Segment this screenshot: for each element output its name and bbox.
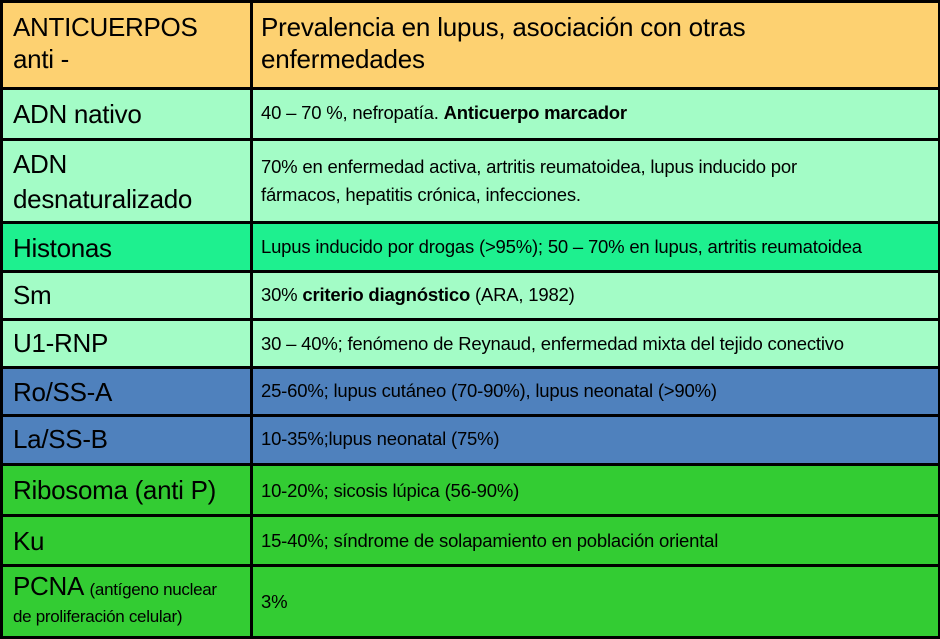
- prevalence-cell: [253, 417, 938, 463]
- header-antibody-line2: anti -: [13, 44, 70, 74]
- prevalence-text: 30 – 40%; fenómeno de Reynaud, enfermedad mixta del tejido conectivo: [261, 333, 844, 354]
- antibody-name-cell: [3, 517, 250, 564]
- antibody-name: Ribosoma (anti P): [13, 475, 216, 505]
- table-row: [0, 90, 940, 138]
- antibody-name-cell: [3, 417, 250, 463]
- prevalence-cell: [253, 273, 938, 318]
- prevalence-text: 10-20%; sicosis lúpica (56-90%): [261, 480, 520, 501]
- header-cell-prevalence: [253, 3, 938, 87]
- table-row: [0, 273, 940, 318]
- header-prevalence-line2: enfermedades: [261, 44, 425, 74]
- header-prevalence-line1: Prevalencia en lupus, asociación con otras: [261, 12, 746, 42]
- antibody-name: Histonas: [13, 233, 112, 263]
- prevalence-cell: [253, 567, 938, 636]
- prevalence-cell: [253, 90, 938, 138]
- antibody-name: Sm: [13, 280, 52, 310]
- prevalence-text-line2: fármacos, hepatitis crónica, infecciones.: [261, 184, 581, 205]
- prevalence-cell: [253, 321, 938, 366]
- prevalence-text: 10-35%;lupus neonatal (75%): [261, 428, 500, 449]
- antibody-name-cell: [3, 224, 250, 270]
- table-row: [0, 224, 940, 270]
- prevalence-cell: [253, 369, 938, 414]
- antibody-name-cell: [3, 90, 250, 138]
- antibody-name: ADN nativo: [13, 99, 142, 129]
- antibody-name-cell: [3, 141, 250, 221]
- antibody-name: Ku: [13, 526, 45, 556]
- antibody-name-note-line2: de proliferación celular): [13, 607, 183, 626]
- table-row: [0, 417, 940, 463]
- table-header: [0, 3, 940, 87]
- antibody-name-cell: [3, 273, 250, 318]
- prevalence-text: 30% criterio diagnóstico (ARA, 1982): [261, 284, 575, 305]
- prevalence-text: 25-60%; lupus cutáneo (70-90%), lupus neonatal (>90%): [261, 380, 717, 401]
- prevalence-text: 3%: [261, 591, 288, 612]
- antibody-name: PCNA: [13, 571, 83, 601]
- prevalence-text: 40 – 70 %, nefropatía. Anticuerpo marcador: [261, 102, 627, 123]
- antibody-name-cell: [3, 567, 250, 636]
- table-row: [0, 369, 940, 414]
- antibody-name-cell: [3, 321, 250, 366]
- header-cell-antibody: [3, 3, 250, 87]
- antibody-name-line1: ADN: [13, 149, 67, 179]
- antibody-name-cell: [3, 369, 250, 414]
- prevalence-text: Lupus inducido por drogas (>95%); 50 – 70% en lupus, artritis reumatoidea: [261, 236, 862, 257]
- prevalence-text: 15-40%; síndrome de solapamiento en población oriental: [261, 530, 719, 551]
- header-antibody-line1: ANTICUERPOS: [13, 12, 198, 42]
- prevalence-cell: [253, 224, 938, 270]
- table-row: [0, 141, 940, 221]
- antibody-name-note: (antígeno nuclear: [89, 580, 217, 599]
- table-row: [0, 466, 940, 514]
- prevalence-cell: [253, 141, 938, 221]
- table-row: [0, 567, 940, 636]
- table-row: [0, 517, 940, 564]
- antibody-name: La/SS-B: [13, 424, 108, 454]
- prevalence-text-line1: 70% en enfermedad activa, artritis reumatoidea, lupus inducido por: [261, 156, 797, 177]
- prevalence-cell: [253, 517, 938, 564]
- table-row: [0, 321, 940, 366]
- antibody-name: U1-RNP: [13, 328, 108, 358]
- antibody-name-cell: [3, 466, 250, 514]
- antibody-name: Ro/SS-A: [13, 377, 113, 407]
- antibody-name-line2: desnaturalizado: [13, 184, 193, 214]
- prevalence-cell: [253, 466, 938, 514]
